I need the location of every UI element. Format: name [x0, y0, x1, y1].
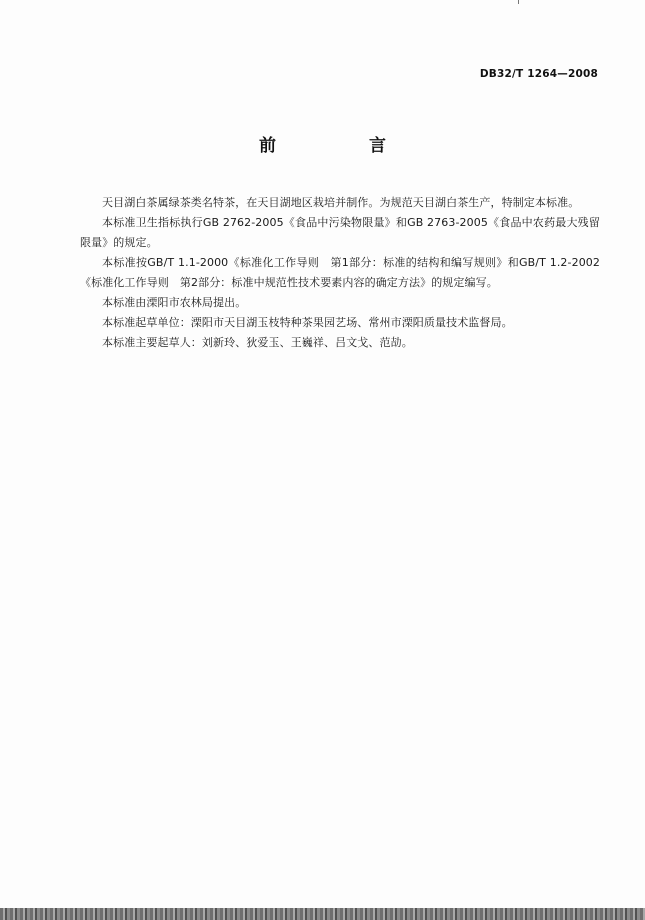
standard-code: DB32/T 1264—2008 — [479, 68, 598, 80]
page-title: 前 言 — [259, 136, 424, 156]
paragraph: 本标准主要起草人：刘新玲、狄爱玉、王巍祥、吕文戈、范劼。 — [102, 336, 413, 349]
paragraph: 本标准起草单位：溧阳市天目湖玉枝特种茶果园艺场、常州市溧阳质量技术监督局。 — [102, 316, 513, 329]
scan-artifact — [518, 0, 519, 4]
paragraph: 本标准按GB/T 1.1-2000《标准化工作导则 第1部分：标准的结构和编写规则》和GB/T 1.2-2002《标准化工作导则 第2部分：标准中规范性技术要素内容的确定方法》的规定编写。 — [80, 256, 600, 289]
paragraph: 本标准由溧阳市农林局提出。 — [102, 296, 247, 309]
paragraph: 天目湖白茶属绿茶类名特茶，在天目湖地区栽培并制作。为规范天目湖白茶生产，特制定本标准。 — [102, 196, 580, 209]
foreword-body — [80, 193, 600, 353]
scan-edge-artifact — [0, 908, 645, 920]
paragraph: 本标准卫生指标执行GB 2762-2005《食品中污染物限量》和GB 2763-2005《食品中农药最大残留限量》的规定。 — [80, 216, 600, 249]
